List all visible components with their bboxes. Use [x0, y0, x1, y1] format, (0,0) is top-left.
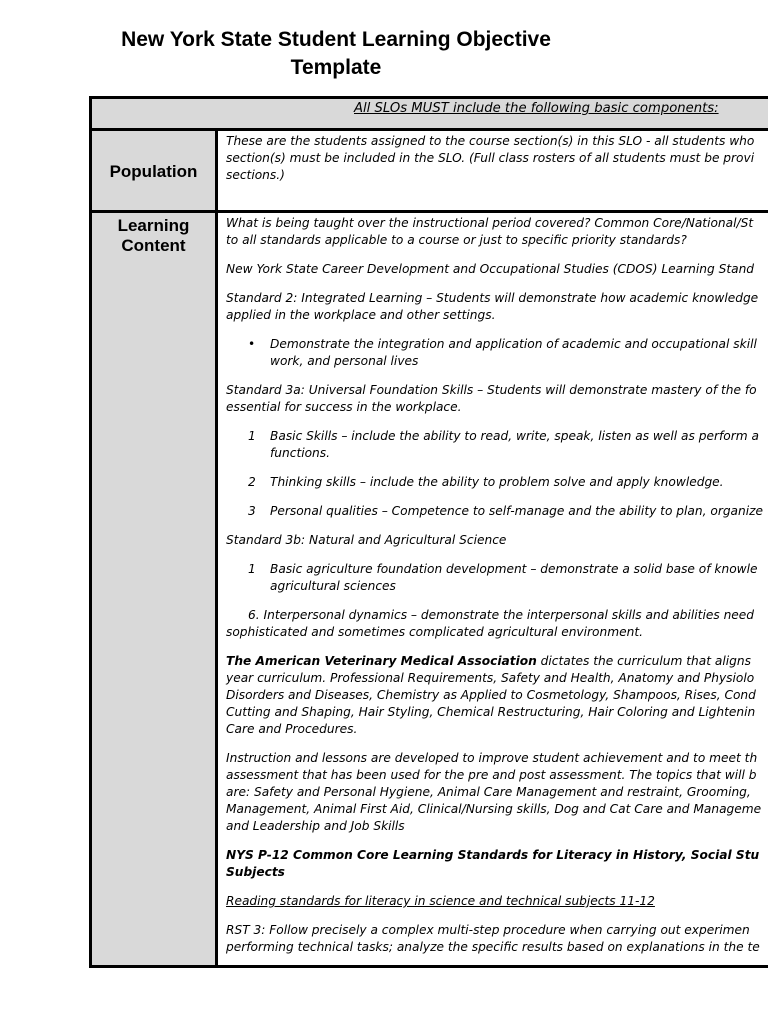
list-number: 1	[248, 562, 256, 576]
slo-table	[89, 96, 768, 968]
population-label: Population	[109, 162, 198, 181]
list-item: 1 Basic Skills – include the ability to read, write, speak, listen as well as perform a functions.	[248, 429, 759, 460]
list-item: • Demonstrate the integration and application of academic and occupational skill work, and personal lives	[248, 337, 757, 368]
avma-paragraph: The American Veterinary Medical Association dictates the curriculum that aligns year curriculum. Professional Requirements, Safety and Health, Anatomy and Physiolo Disorders and Diseases, Chemistry as Applied to Cosmetology, Shampoos, Rises, Cond Cutting and Shaping, Hair Styling, Chemical Restructuring, Hair Coloring and Lightenin Care and Procedures.	[226, 654, 756, 736]
page-title-line-2: Template	[290, 56, 382, 79]
list-item: 6. Interpersonal dynamics – demonstrate the interpersonal skills and abilities need sophisticated and sometimes complicated agricultural environment.	[226, 608, 755, 639]
standard-3a-text: Standard 3a: Universal Foundation Skills – Students will demonstrate mastery of the fo essential for success in the workplace.	[226, 383, 757, 414]
list-number: 2	[248, 475, 256, 489]
population-label-cell	[92, 131, 218, 210]
list-item: 2 Thinking skills – include the ability to problem solve and apply knowledge.	[248, 475, 724, 489]
standard-3b-text: Standard 3b: Natural and Agricultural Science	[226, 533, 507, 547]
learning-content-label: Learning Content	[117, 216, 190, 255]
learning-content-body	[221, 213, 768, 965]
table-header-text: All SLOs MUST include the following basic components:	[354, 101, 719, 116]
population-text: These are the students assigned to the course section(s) in this SLO - all students who section(s) must be included in the SLO. (Full class rosters of all students must be provi sections.)	[226, 134, 755, 182]
cdos-heading: New York State Career Development and Occupational Studies (CDOS) Learning Stand	[226, 262, 755, 276]
instruction-paragraph: Instruction and lessons are developed to improve student achievement and to meet th assessment that has been used for the pre and post assessment. The topics that will b are: Safety and Personal Hygiene, Animal Care Management and restraint, Grooming, Management, Animal First Aid, Clinical/Nursing skills, Dog and Cat Care and Manageme and Leadership and Job Skills	[226, 751, 762, 833]
learning-content-row	[92, 213, 768, 965]
population-content	[221, 131, 768, 210]
rst3-text: RST 3: Follow precisely a complex multi-step procedure when carrying out experimen performing technical tasks; analyze the specific results based on explanations in the te	[226, 923, 760, 954]
list-number: 3	[248, 504, 256, 518]
list-item: 3 Personal qualities – Competence to self-manage and the ability to plan, organize	[248, 504, 764, 518]
learning-content-label-cell	[92, 213, 218, 965]
list-number: 1	[248, 429, 256, 443]
list-item: 1 Basic agriculture foundation development – demonstrate a solid base of knowle agricultural sciences	[248, 562, 758, 593]
reading-standards-heading: Reading standards for literacy in science and technical subjects 11-12	[226, 894, 655, 908]
page-title-line-1: New York State Student Learning Objective	[121, 28, 551, 51]
avma-name: The American Veterinary Medical Association	[226, 654, 537, 668]
population-row	[92, 131, 768, 213]
table-header-row	[92, 99, 768, 131]
page-title	[96, 26, 576, 82]
learning-content-intro: What is being taught over the instructional period covered? Common Core/National/St to all standards applicable to a course or just to specific priority standards?	[226, 216, 754, 247]
standard-2-text: Standard 2: Integrated Learning – Students will demonstrate how academic knowledge applied in the workplace and other settings.	[226, 291, 759, 322]
nys-standards-heading: NYS P-12 Common Core Learning Standards for Literacy in History, Social Stu Subjects	[226, 848, 760, 879]
bullet-icon: •	[248, 337, 256, 351]
